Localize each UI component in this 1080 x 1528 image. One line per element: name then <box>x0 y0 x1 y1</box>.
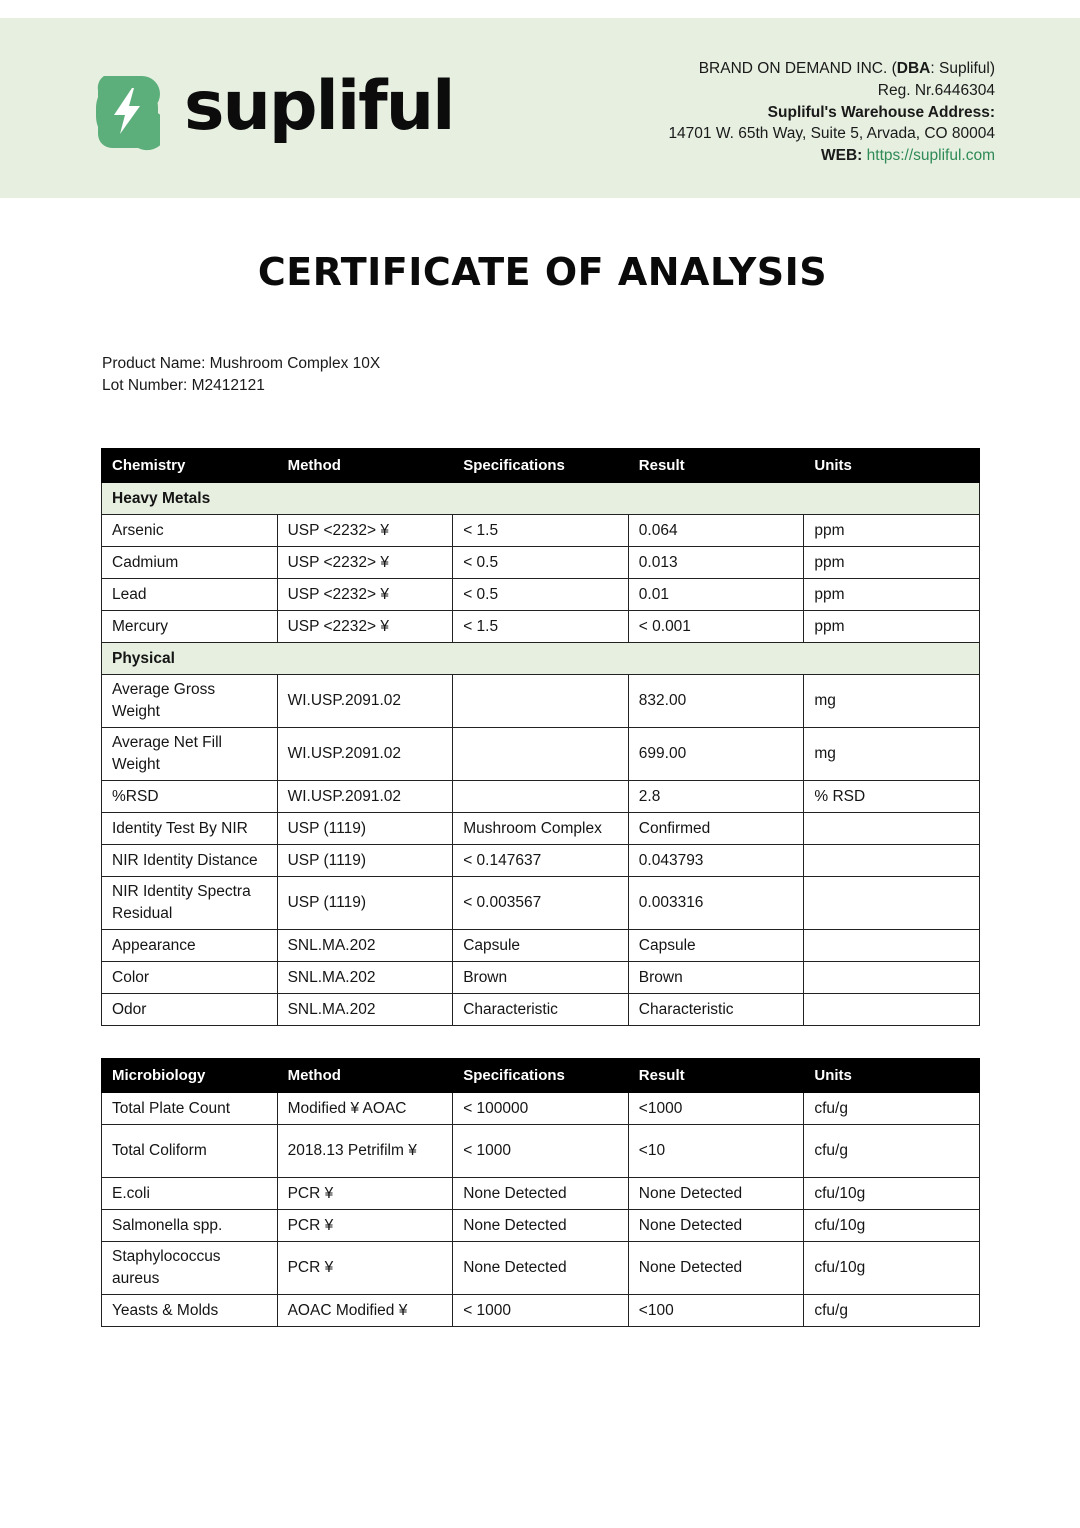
section-row <box>102 483 980 515</box>
specification-cell: < 1.5 <box>453 611 629 643</box>
specification-cell: < 1000 <box>453 1295 629 1327</box>
column-header: Microbiology <box>102 1059 278 1093</box>
result-cell: 0.064 <box>628 515 804 547</box>
table-row <box>102 962 980 994</box>
page-title: CERTIFICATE OF ANALYSIS <box>257 250 828 294</box>
microbiology-table <box>101 1058 980 1327</box>
website: WEB: https://supliful.com <box>821 147 995 165</box>
result-cell: 699.00 <box>628 728 804 781</box>
test-name-cell: Average Gross Weight <box>102 675 278 728</box>
method-cell: PCR ¥ <box>277 1178 453 1210</box>
result-cell: 0.01 <box>628 579 804 611</box>
result-cell: 0.003316 <box>628 877 804 930</box>
table-row <box>102 1210 980 1242</box>
lot-number: Lot Number: M2412121 <box>102 377 265 394</box>
specification-cell: < 1.5 <box>453 515 629 547</box>
result-cell: Confirmed <box>628 813 804 845</box>
registration-number: Reg. Nr.6446304 <box>877 81 995 99</box>
test-name-cell: Lead <box>102 579 278 611</box>
units-cell: ppm <box>804 611 980 643</box>
result-cell: < 0.001 <box>628 611 804 643</box>
test-name-cell: Staphylococcus aureus <box>102 1242 278 1295</box>
specification-cell: < 0.147637 <box>453 845 629 877</box>
table-row <box>102 1093 980 1125</box>
units-cell <box>804 930 980 962</box>
table-row <box>102 781 980 813</box>
specification-cell: None Detected <box>453 1178 629 1210</box>
specification-cell: None Detected <box>453 1210 629 1242</box>
table-row <box>102 845 980 877</box>
method-cell: SNL.MA.202 <box>277 994 453 1026</box>
units-cell: cfu/g <box>804 1093 980 1125</box>
test-name-cell: Cadmium <box>102 547 278 579</box>
table-row <box>102 1178 980 1210</box>
result-cell: 832.00 <box>628 675 804 728</box>
specification-cell: < 0.5 <box>453 547 629 579</box>
table-row <box>102 547 980 579</box>
method-cell: WI.USP.2091.02 <box>277 781 453 813</box>
result-cell: <1000 <box>628 1093 804 1125</box>
test-name-cell: E.coli <box>102 1178 278 1210</box>
method-cell: SNL.MA.202 <box>277 962 453 994</box>
method-cell: PCR ¥ <box>277 1242 453 1295</box>
specification-cell <box>453 675 629 728</box>
units-cell <box>804 994 980 1026</box>
section-row <box>102 643 980 675</box>
units-cell: cfu/g <box>804 1125 980 1178</box>
method-cell: 2018.13 Petrifilm ¥ <box>277 1125 453 1178</box>
units-cell: ppm <box>804 579 980 611</box>
test-name-cell: Appearance <box>102 930 278 962</box>
table-row <box>102 579 980 611</box>
specification-cell: Capsule <box>453 930 629 962</box>
units-cell: ppm <box>804 547 980 579</box>
specification-cell: None Detected <box>453 1242 629 1295</box>
result-cell: Characteristic <box>628 994 804 1026</box>
table-row <box>102 611 980 643</box>
table-row <box>102 728 980 781</box>
units-cell: cfu/10g <box>804 1178 980 1210</box>
table-row <box>102 675 980 728</box>
method-cell: USP <2232> ¥ <box>277 611 453 643</box>
table-row <box>102 1242 980 1295</box>
table-header-row <box>102 449 980 483</box>
brand-logo <box>94 66 453 156</box>
test-name-cell: NIR Identity Distance <box>102 845 278 877</box>
method-cell: USP <2232> ¥ <box>277 515 453 547</box>
specification-cell <box>453 781 629 813</box>
method-cell: SNL.MA.202 <box>277 930 453 962</box>
column-header: Chemistry <box>102 449 278 483</box>
units-cell <box>804 962 980 994</box>
column-header: Result <box>628 449 804 483</box>
test-name-cell: Odor <box>102 994 278 1026</box>
test-name-cell: Yeasts & Molds <box>102 1295 278 1327</box>
specification-cell: Mushroom Complex <box>453 813 629 845</box>
method-cell: PCR ¥ <box>277 1210 453 1242</box>
method-cell: USP <2232> ¥ <box>277 547 453 579</box>
column-header: Specifications <box>453 1059 629 1093</box>
table-row <box>102 877 980 930</box>
method-cell: USP (1119) <box>277 813 453 845</box>
test-name-cell: Total Plate Count <box>102 1093 278 1125</box>
method-cell: USP (1119) <box>277 845 453 877</box>
warehouse-address: 14701 W. 65th Way, Suite 5, Arvada, CO 80004 <box>668 125 995 143</box>
units-cell: % RSD <box>804 781 980 813</box>
result-cell: None Detected <box>628 1178 804 1210</box>
company-info <box>668 58 995 167</box>
test-name-cell: Identity Test By NIR <box>102 813 278 845</box>
method-cell: Modified ¥ AOAC <box>277 1093 453 1125</box>
units-cell: cfu/10g <box>804 1242 980 1295</box>
result-cell: <10 <box>628 1125 804 1178</box>
product-info <box>102 353 380 397</box>
table-row <box>102 930 980 962</box>
specification-cell <box>453 728 629 781</box>
table-header-row <box>102 1059 980 1093</box>
result-cell: Capsule <box>628 930 804 962</box>
table-row <box>102 515 980 547</box>
test-name-cell: Total Coliform <box>102 1125 278 1178</box>
company-name: BRAND ON DEMAND INC. (DBA: Supliful) <box>698 60 995 77</box>
units-cell: mg <box>804 675 980 728</box>
result-cell: 2.8 <box>628 781 804 813</box>
test-name-cell: Mercury <box>102 611 278 643</box>
table-row <box>102 1125 980 1178</box>
units-cell: ppm <box>804 515 980 547</box>
units-cell: cfu/10g <box>804 1210 980 1242</box>
result-cell: <100 <box>628 1295 804 1327</box>
column-header: Method <box>277 1059 453 1093</box>
column-header: Method <box>277 449 453 483</box>
method-cell: USP <2232> ¥ <box>277 579 453 611</box>
test-name-cell: Arsenic <box>102 515 278 547</box>
specification-cell: Characteristic <box>453 994 629 1026</box>
specification-cell: < 1000 <box>453 1125 629 1178</box>
warehouse-label: Supliful's Warehouse Address: <box>767 103 995 121</box>
result-cell: 0.013 <box>628 547 804 579</box>
website-link[interactable]: https://supliful.com <box>866 147 995 165</box>
column-header: Specifications <box>453 449 629 483</box>
test-name-cell: Average Net Fill Weight <box>102 728 278 781</box>
result-cell: None Detected <box>628 1242 804 1295</box>
chemistry-table <box>101 448 980 1026</box>
column-header: Units <box>804 449 980 483</box>
test-name-cell: NIR Identity Spectra Residual <box>102 877 278 930</box>
column-header: Units <box>804 1059 980 1093</box>
method-cell: WI.USP.2091.02 <box>277 728 453 781</box>
method-cell: WI.USP.2091.02 <box>277 675 453 728</box>
table-row <box>102 994 980 1026</box>
method-cell: USP (1119) <box>277 877 453 930</box>
section-title: Heavy Metals <box>102 483 980 515</box>
column-header: Result <box>628 1059 804 1093</box>
units-cell <box>804 845 980 877</box>
test-name-cell: Salmonella spp. <box>102 1210 278 1242</box>
specification-cell: < 0.003567 <box>453 877 629 930</box>
specification-cell: Brown <box>453 962 629 994</box>
result-cell: None Detected <box>628 1210 804 1242</box>
section-title: Physical <box>102 643 980 675</box>
lightning-bolt-icon <box>94 70 160 152</box>
units-cell <box>804 877 980 930</box>
table-row <box>102 813 980 845</box>
logo-wordmark: supliful <box>184 67 454 146</box>
specification-cell: < 100000 <box>453 1093 629 1125</box>
units-cell <box>804 813 980 845</box>
test-name-cell: %RSD <box>102 781 278 813</box>
result-cell: 0.043793 <box>628 845 804 877</box>
product-name: Product Name: Mushroom Complex 10X <box>102 355 381 372</box>
units-cell: mg <box>804 728 980 781</box>
test-name-cell: Color <box>102 962 278 994</box>
table-row <box>102 1295 980 1327</box>
units-cell: cfu/g <box>804 1295 980 1327</box>
method-cell: AOAC Modified ¥ <box>277 1295 453 1327</box>
result-cell: Brown <box>628 962 804 994</box>
specification-cell: < 0.5 <box>453 579 629 611</box>
